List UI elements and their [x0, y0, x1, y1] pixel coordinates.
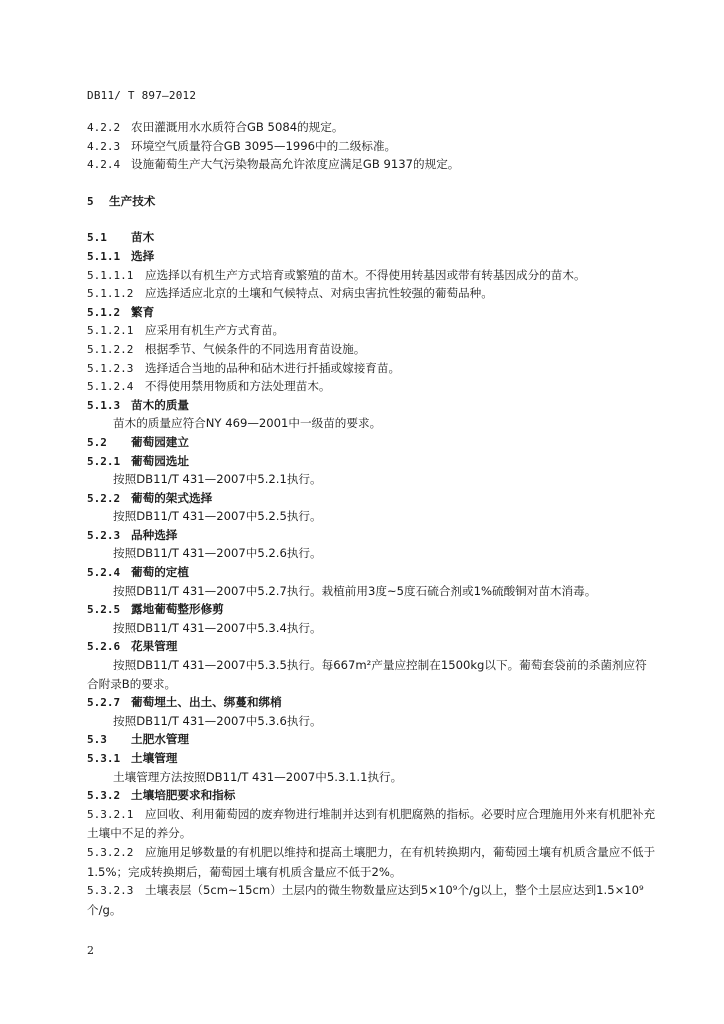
heading-number: 5.1.2 [87, 305, 121, 319]
heading-title: 露地葡萄整形修剪 [131, 602, 224, 617]
clause-5-3-2-3 [87, 881, 657, 919]
heading-5-3-2 [87, 786, 657, 805]
clause-5-1-1-1 [87, 266, 657, 285]
clause-number: 5.3.2.3 [87, 884, 134, 898]
clause-5-1-2-1 [87, 321, 657, 340]
heading-number: 5.2.1 [87, 454, 121, 468]
chapter-title: 生产技术 [109, 193, 156, 208]
heading-5-3 [87, 730, 657, 749]
heading-number: 5.2.2 [87, 491, 121, 505]
heading-5-3-1 [87, 749, 657, 768]
body-paragraph: 按照DB11/T 431—2007中5.3.4执行。 [113, 620, 322, 635]
body-paragraph: 按照DB11/T 431—2007中5.2.5执行。 [113, 509, 322, 524]
clause-number: 5.3.2.2 [87, 845, 134, 859]
clause-text: 应选择适应北京的土壤和气候特点、对病虫害抗性较强的葡萄品种。 [145, 286, 493, 301]
heading-5-2 [87, 433, 657, 452]
heading-number: 5.1.1 [87, 249, 121, 263]
clause-number: 5.3.2.1 [87, 807, 134, 821]
body-paragraph: 按照DB11/T 431—2007中5.2.1执行。 [113, 472, 322, 487]
heading-number: 5.2.5 [87, 603, 121, 617]
chapter-number: 5 [87, 194, 94, 208]
heading-title: 葡萄园选址 [131, 453, 189, 468]
body-paragraph: 按照DB11/T 431—2007中5.3.6执行。 [113, 713, 322, 728]
body-paragraph: 按照DB11/T 431—2007中5.2.7执行。栽植前用3度~5度石硫合剂或1%硫酸铜对苗木消毒。 [113, 583, 597, 598]
heading-5-2-6 [87, 637, 657, 656]
clause-text: 选择适合当地的品种和砧木进行扦插或嫁接育苗。 [145, 360, 401, 375]
heading-title: 土壤管理 [131, 751, 178, 765]
heading-title: 苗木 [131, 230, 155, 245]
clause-5-1-2-3 [87, 359, 657, 378]
page-number: 2 [87, 944, 94, 957]
clause-text: 应选择以有机生产方式培育或繁殖的苗木。不得使用转基因或带有转基因成分的苗木。 [145, 267, 586, 282]
clause-number: 5.1.1.1 [87, 268, 134, 282]
heading-5-2-2 [87, 489, 657, 508]
body-paragraph: 按照DB11/T 431—2007中5.2.6执行。 [113, 546, 322, 561]
heading-number: 5.3.1 [87, 752, 121, 765]
clause-5-1-1-2 [87, 284, 657, 303]
heading-title: 繁育 [131, 304, 155, 319]
clause-number: 5.1.2.1 [87, 324, 134, 338]
heading-5-2-5 [87, 600, 657, 619]
heading-5-1-1 [87, 247, 657, 266]
heading-5-2-4 [87, 563, 657, 582]
body-paragraph: 土壤管理方法按照DB11/T 431—2007中5.3.1.1执行。 [113, 769, 403, 784]
clause-text: 不得使用禁用物质和方法处理苗木。 [145, 379, 331, 394]
clause-text: 环境空气质量符合GB 3095—1996中的二级标准。 [131, 138, 397, 153]
clause-text: 应施用足够数量的有机肥以维持和提高土壤肥力，在有机转换期内，葡萄园土壤有机质含量应不低于1.5%；完成转换期后，葡萄园土壤有机质含量应不低于2%。 [87, 844, 656, 879]
heading-5-1-2 [87, 303, 657, 322]
clause-text: 根据季节、气候条件的不同选用育苗设施。 [145, 341, 366, 356]
heading-title: 选择 [131, 248, 155, 263]
body-text: 按照DB11/T 431—2007中5.3.5执行。每667m²产量应控制在1500kg以下。葡萄套袋前的杀菌剂应符合附录B的要求。 [87, 658, 647, 691]
clause-5-1-2-4 [87, 377, 657, 396]
heading-number: 5.1.3 [87, 398, 121, 412]
clause-text: 设施葡萄生产大气污染物最高允许浓度应满足GB 9137的规定。 [131, 157, 460, 172]
clause-number: 5.1.2.4 [87, 380, 134, 394]
document-body [87, 118, 657, 919]
clause-text: 应采用有机生产方式育苗。 [145, 323, 285, 338]
document-code-header: DB11/ T 897—2012 [87, 89, 197, 102]
heading-title: 品种选择 [131, 527, 178, 542]
heading-number: 5.3 [87, 733, 107, 747]
heading-5-2-7 [87, 693, 657, 712]
heading-title: 花果管理 [131, 639, 178, 654]
heading-title: 葡萄埋土、出土、绑蔓和绑梢 [131, 695, 282, 710]
clause-5-3-2-1 [87, 805, 657, 843]
clause-number: 4.2.3 [87, 139, 121, 153]
heading-title: 土壤培肥要求和指标 [131, 788, 236, 803]
clause-number: 5.1.2.3 [87, 361, 134, 375]
clause-number: 4.2.4 [87, 158, 121, 172]
heading-title: 葡萄的架式选择 [131, 490, 213, 505]
heading-title: 土肥水管理 [131, 732, 189, 747]
clause-text: 应回收、利用葡萄园的废弃物进行堆制并达到有机肥腐熟的指标。必要时应合理施用外来有机肥补充土壤中不足的养分。 [87, 806, 656, 841]
clause-4-2-2 [87, 118, 657, 137]
heading-5-1-3 [87, 396, 657, 415]
clause-5-1-2-2 [87, 340, 657, 359]
heading-number: 5.2.7 [87, 696, 121, 710]
body-paragraph-wrapped [87, 656, 657, 693]
chapter-heading-5 [87, 192, 657, 211]
heading-5-2-1 [87, 452, 657, 471]
clause-number: 4.2.2 [87, 121, 121, 134]
heading-number: 5.1 [87, 231, 107, 245]
clause-text: 农田灌溉用水水质符合GB 5084的规定。 [131, 120, 344, 134]
heading-number: 5.2 [87, 435, 107, 449]
clause-number: 5.1.1.2 [87, 287, 134, 301]
clause-text: 土壤表层（5cm~15cm）土层内的微生物数量应达到5×10⁹个/g以上，整个土层应达到1.5×10⁹个/g。 [87, 883, 644, 917]
heading-number: 5.2.6 [87, 640, 121, 654]
clause-number: 5.1.2.2 [87, 342, 134, 356]
heading-number: 5.3.2 [87, 789, 121, 803]
clause-4-2-3 [87, 137, 657, 156]
heading-5-1 [87, 228, 657, 247]
heading-5-2-3 [87, 526, 657, 545]
heading-number: 5.2.4 [87, 566, 121, 580]
heading-title: 葡萄的定植 [131, 565, 189, 580]
body-paragraph: 苗木的质量应符合NY 469—2001中一级苗的要求。 [113, 416, 382, 431]
clause-5-3-2-2 [87, 843, 657, 881]
clause-4-2-4 [87, 155, 657, 174]
heading-title: 葡萄园建立 [131, 434, 189, 449]
heading-number: 5.2.3 [87, 528, 121, 542]
heading-title: 苗木的质量 [131, 397, 189, 412]
